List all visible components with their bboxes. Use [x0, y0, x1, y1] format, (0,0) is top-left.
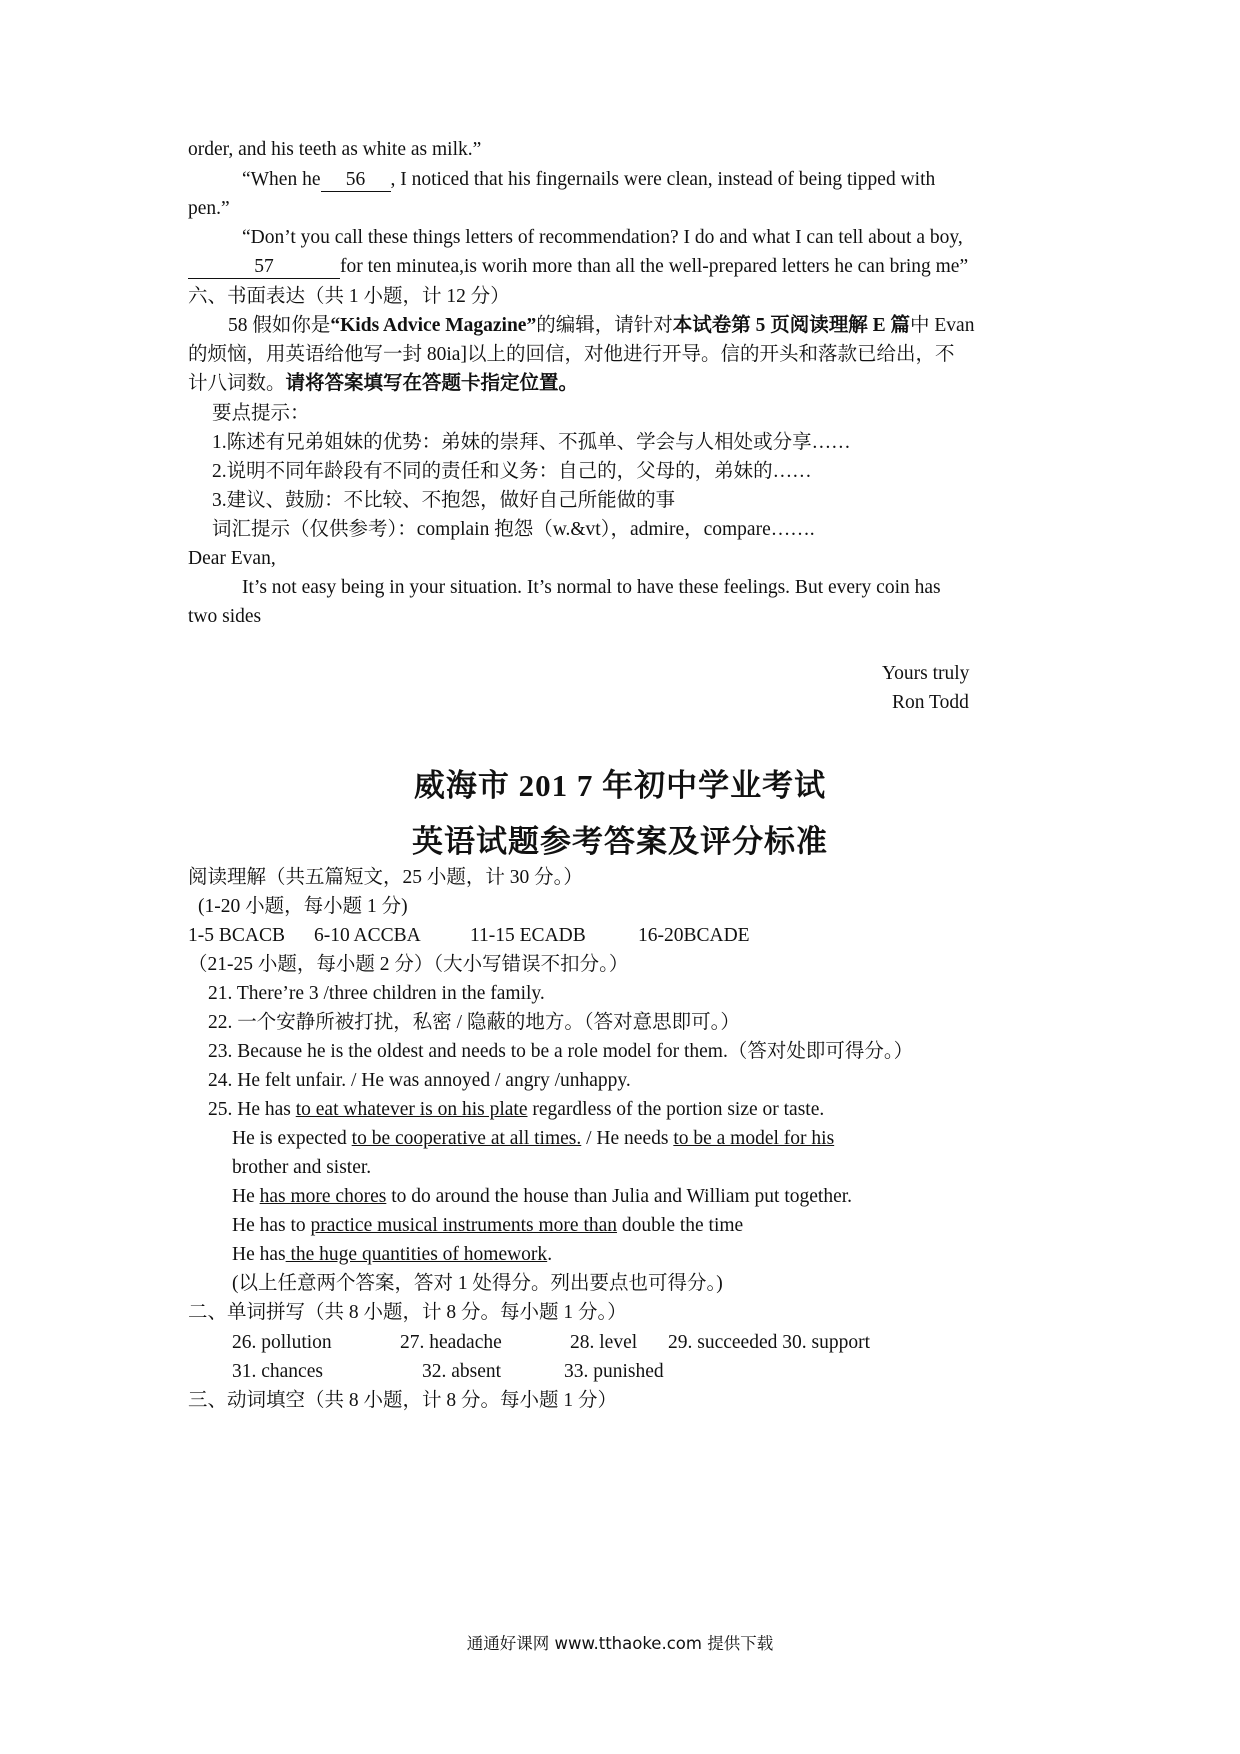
- prompt-text: 中 Evan: [910, 315, 975, 336]
- letter-body: two sides: [188, 606, 262, 627]
- answer-24: 24. He felt unfair. / He was annoyed / angry /unhappy.: [208, 1070, 631, 1091]
- tip-item: 1.陈述有兄弟姐妹的优势：弟妹的崇拜、不孤单、学会与人相处或分享……: [212, 432, 851, 453]
- prompt-text: 58 假如你是: [228, 315, 331, 336]
- answer-25-line: [232, 1212, 743, 1240]
- spelling-answers-row: [232, 1358, 664, 1386]
- section-heading-verbs: 三、动词填空（共 8 小题，计 8 分。每小题 1 分）: [188, 1390, 618, 1411]
- spelling-answer: 33. punished: [564, 1361, 664, 1382]
- answer-text: He is expected: [232, 1128, 352, 1149]
- answer-key-phrase: to be cooperative at all times.: [351, 1128, 582, 1149]
- spelling-answer: 26. pollution: [232, 1332, 332, 1353]
- prompt-text: 计八词数。: [188, 373, 286, 394]
- answer-text: / He needs: [581, 1128, 674, 1149]
- answer-25-line: brother and sister.: [232, 1157, 372, 1178]
- answer-key-phrase: to eat whatever is on his plate: [295, 1099, 528, 1120]
- answer-text: He: [232, 1186, 260, 1207]
- mc-answer-group: 11-15 ECADB: [470, 925, 586, 946]
- answer-text: .: [547, 1244, 553, 1265]
- mc-answer-group: 6-10 ACCBA: [314, 925, 421, 946]
- answer-text: 25. He has: [208, 1099, 296, 1120]
- spelling-answer: 28. level: [570, 1332, 638, 1353]
- answer-25-note: (以上任意两个答案，答对 1 处得分。列出要点也可得分。): [232, 1273, 723, 1294]
- passage-text: , I noticed that his fingernails were clean, instead of being tipped with: [390, 169, 936, 190]
- section-heading-spelling: 二、单词拼写（共 8 小题，计 8 分。每小题 1 分。）: [188, 1302, 627, 1323]
- passage-line: pen.”: [188, 198, 230, 219]
- answer-key-subtitle: 英语试题参考答案及评分标准: [412, 824, 828, 859]
- spelling-answer: 32. absent: [422, 1361, 502, 1382]
- answer-key-phrase: the huge quantities of homework: [285, 1244, 548, 1265]
- answer-text: to do around the house than Julia and William put together.: [386, 1186, 853, 1207]
- answer-25-line: [232, 1183, 852, 1211]
- letter-closing: Yours truly: [882, 663, 970, 684]
- letter-greeting: Dear Evan,: [188, 548, 276, 569]
- answer-key-title: 威海市 201 7 年初中学业考试: [413, 768, 827, 803]
- page-footer: 通通好课网 www.tthaoke.com 提供下载: [466, 1634, 774, 1653]
- mc-note: (1-20 小题，每小题 1 分): [198, 896, 408, 917]
- passage-text: “When he: [242, 169, 321, 190]
- section-heading-writing: 六、书面表达（共 1 小题，计 12 分）: [188, 286, 510, 307]
- answer-25-line: [232, 1241, 552, 1269]
- answer-text: regardless of the portion size or taste.: [527, 1099, 825, 1120]
- answer-25-line: [208, 1096, 824, 1124]
- mc-answer-group: 1-5 BCACB: [188, 925, 285, 946]
- mc-answer-group: 16-20BCADE: [638, 925, 750, 946]
- section-heading-reading: 阅读理解（共五篇短文，25 小题，计 30 分。）: [188, 867, 583, 888]
- answer-23: 23. Because he is the oldest and needs to be a role model for them.（答对处即可得分。）: [208, 1041, 914, 1062]
- short-answer-note: （21-25 小题，每小题 2 分）（大小写错误不扣分。）: [188, 954, 629, 975]
- writing-prompt-line: 的烦恼，用英语给他写一封 80ia]以上的回信，对他进行开导。信的开头和落款已给出，不: [188, 344, 955, 365]
- blank-56: 56: [321, 169, 391, 192]
- tip-item: 3.建议、鼓励：不比较、不抱怨，做好自己所能做的事: [212, 490, 676, 511]
- spelling-answer: 29. succeeded 30. support: [668, 1332, 870, 1353]
- blank-57: 57: [188, 256, 340, 279]
- prompt-reference: 本试卷第 5 页阅读理解 E 篇: [672, 315, 910, 336]
- answer-key-phrase: has more chores: [259, 1186, 387, 1207]
- spelling-answer: 31. chances: [232, 1361, 323, 1382]
- answer-key-phrase: to be a model for his: [673, 1128, 835, 1149]
- tip-item: 2.说明不同年龄段有不同的责任和义务：自己的，父母的，弟妹的……: [212, 461, 812, 482]
- passage-text: for ten minutea,is worih more than all the well-prepared letters he can bring me”: [340, 256, 969, 277]
- tips-title: 要点提示：: [212, 403, 310, 424]
- spelling-answers-row: [232, 1329, 870, 1357]
- magazine-name: “Kids Advice Magazine”: [330, 315, 537, 336]
- letter-body: It’s not easy being in your situation. It’s normal to have these feelings. But every coin has: [242, 577, 941, 598]
- passage-line-q57: [188, 253, 968, 281]
- answer-text: He has to: [232, 1215, 311, 1236]
- prompt-instruction: 请将答案填写在答题卡指定位置。: [285, 373, 579, 394]
- prompt-text: 的编辑，请针对: [536, 315, 673, 336]
- letter-signature: Ron Todd: [892, 692, 969, 713]
- vocab-hint: 词汇提示（仅供参考）：complain 抱怨（w.&vt），admire，compare…….: [212, 519, 815, 540]
- answer-21: 21. There’re 3 /three children in the family.: [208, 983, 545, 1004]
- passage-line: “Don’t you call these things letters of recommendation? I do and what I can tell about a boy,: [242, 227, 963, 248]
- answer-22: 22. 一个安静所被打扰，私密 / 隐蔽的地方。（答对意思即可。）: [208, 1012, 740, 1033]
- answer-key-phrase: practice musical instruments more than: [310, 1215, 618, 1236]
- answer-text: He has: [232, 1244, 286, 1265]
- answer-25-line: [232, 1125, 834, 1153]
- mc-answers: [188, 922, 750, 950]
- passage-line: order, and his teeth as white as milk.”: [188, 139, 482, 160]
- writing-prompt-line: [228, 312, 974, 340]
- passage-line-q56: [242, 166, 935, 194]
- answer-text: double the time: [617, 1215, 744, 1236]
- writing-prompt-line: [188, 370, 578, 398]
- spelling-answer: 27. headache: [400, 1332, 502, 1353]
